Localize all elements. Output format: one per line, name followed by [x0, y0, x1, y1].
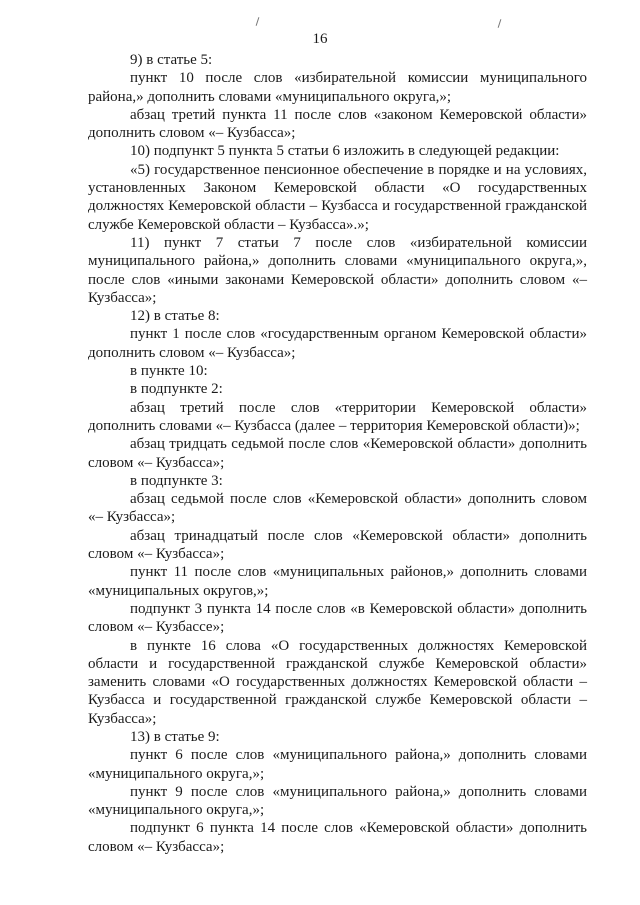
paragraph: абзац третий пункта 11 после слов «законом Кемеровской области» дополнить словом «– Кузбасса»; [88, 106, 587, 142]
paragraph: 13) в статье 9: [130, 728, 220, 745]
paragraph: пункт 10 после слов «избирательной комиссии муниципального района,» дополнить словами «муниципального округа,»; [88, 70, 587, 105]
paragraph: в подпункте 3: [130, 472, 223, 489]
paragraph: абзац тридцать седьмой после слов «Кемеровской области» дополнить словом «– Кузбасса»; [88, 436, 587, 471]
paragraph: 9) в статье 5: [130, 52, 213, 68]
paragraph: пункт 6 после слов «муниципального района,» дополнить словами «муниципального округа,»; [88, 747, 587, 782]
paragraph: пункт 1 после слов «государственным органом Кемеровской области» дополнить словом «– Кузбасса»; [88, 326, 587, 361]
page-number: 16 [312, 31, 328, 47]
paragraph: абзац тринадцатый после слов «Кемеровской области» дополнить словом «– Кузбасса»; [88, 527, 587, 563]
paragraph: 10) подпункт 5 пункта 5 статьи 6 изложить в следующей редакции: [130, 143, 560, 160]
paragraph: в пункте 10: [130, 363, 208, 380]
scan-mark [498, 19, 502, 28]
paragraph: в пункте 16 слова «О государственных должностях Кемеровской области и государственной гражданской службе Кемеровской области» заменить словами «О государственных должностях Кемеровской области – Кузбасса и государственной гражданской службе Кемеровской области – Кузбасса»; [88, 637, 587, 727]
paragraph: 11) пункт 7 статьи 7 после слов «избирательной комиссии муниципального района,» дополнить словами «муниципального округа,», после слов «иными законами Кемеровской области» дополнить словом «– Кузбасса»; [88, 234, 587, 306]
scan-mark [256, 17, 260, 26]
paragraph: подпункт 6 пункта 14 после слов «Кемеровской области» дополнить словом «– Кузбасса»; [88, 820, 587, 855]
paragraph: пункт 9 после слов «муниципального района,» дополнить словами «муниципального округа,»; [88, 783, 587, 819]
paragraph: в подпункте 2: [130, 381, 223, 398]
paragraph: пункт 11 после слов «муниципальных районов,» дополнить словами «муниципальных округов,»; [88, 564, 587, 599]
paragraph: абзац седьмой после слов «Кемеровской области» дополнить словом «– Кузбасса»; [88, 491, 587, 526]
paragraph: подпункт 3 пункта 14 после слов «в Кемеровской области» дополнить словом «– Кузбассе»; [88, 600, 587, 636]
paragraph: 12) в статье 8: [130, 308, 220, 325]
paragraph: «5) государственное пенсионное обеспечение в порядке и на условиях, установленных Законом Кемеровской области «О государственных должностях Кемеровской области – Кузбасса и государственной гражданской службе Кемеровской области – Кузбасса».»; [88, 161, 587, 233]
paragraph: абзац третий после слов «территории Кемеровской области» дополнить словами «– Кузбасса (далее – территория Кемеровской области)»; [88, 399, 587, 434]
document-body [88, 51, 587, 856]
